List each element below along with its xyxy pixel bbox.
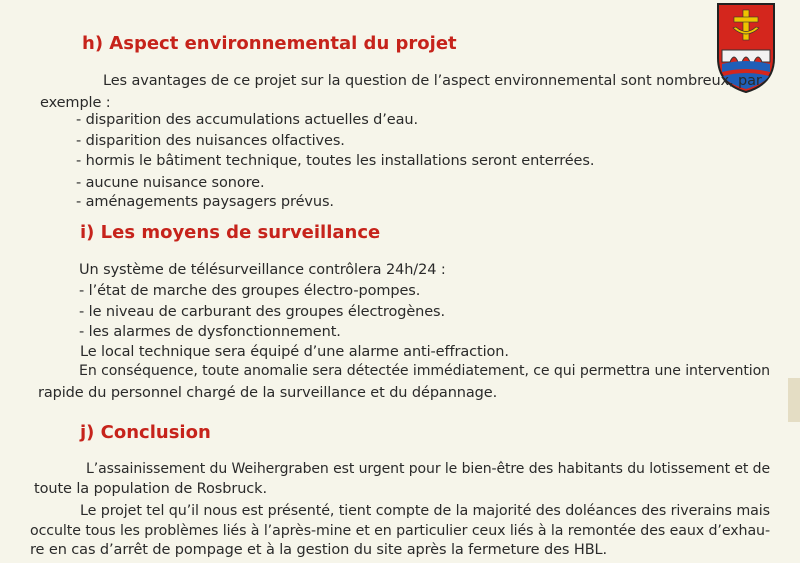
paragraph-line: Le projet tel qu’il nous est présenté, tient compte de la majorité des doléances des riverains mais	[80, 503, 770, 519]
list-item: - hormis le bâtiment technique, toutes les installations seront enterrées.	[76, 153, 595, 169]
section-h-heading: h) Aspect environnemental du projet	[82, 33, 457, 54]
section-i-intro: Un système de télésurveillance contrôlera 24h/24 :	[79, 262, 446, 278]
paragraph-line: rapide du personnel chargé de la surveillance et du dépannage.	[38, 385, 498, 401]
paragraph-line: En conséquence, toute anomalie sera détectée immédiatement, ce qui permettra une intervention	[79, 363, 770, 379]
paragraph-line: toute la population de Rosbruck.	[34, 481, 267, 497]
list-item: - le niveau de carburant des groupes électrogènes.	[79, 304, 446, 320]
paragraph-line: Le local technique sera équipé d’une alarme anti-effraction.	[80, 344, 509, 360]
section-j-heading: j) Conclusion	[80, 422, 211, 443]
section-h-intro-line: exemple :	[40, 95, 111, 111]
list-item: - aménagements paysagers prévus.	[76, 194, 334, 210]
page-edge-tab	[788, 378, 800, 422]
list-item: - disparition des accumulations actuelles d’eau.	[76, 112, 418, 128]
paragraph-line: re en cas d’arrêt de pompage et à la gestion du site après la fermeture des HBL.	[30, 542, 608, 558]
paragraph-line: L’assainissement du Weihergraben est urgent pour le bien-être des habitants du lotissement et de	[86, 461, 770, 477]
section-h-intro-line: Les avantages de ce projet sur la question de l’aspect environnemental sont nombreux, par	[103, 73, 762, 89]
list-item: - l’état de marche des groupes électro-pompes.	[79, 283, 421, 299]
list-item: - disparition des nuisances olfactives.	[76, 133, 345, 149]
section-i-heading: i) Les moyens de surveillance	[80, 222, 381, 243]
paragraph-line: occulte tous les problèmes liés à l’après-mine et en particulier ceux liés à la remontée des eaux d’exhau-	[30, 523, 770, 539]
list-item: - les alarmes de dysfonctionnement.	[79, 324, 341, 340]
list-item: - aucune nuisance sonore.	[76, 175, 265, 191]
